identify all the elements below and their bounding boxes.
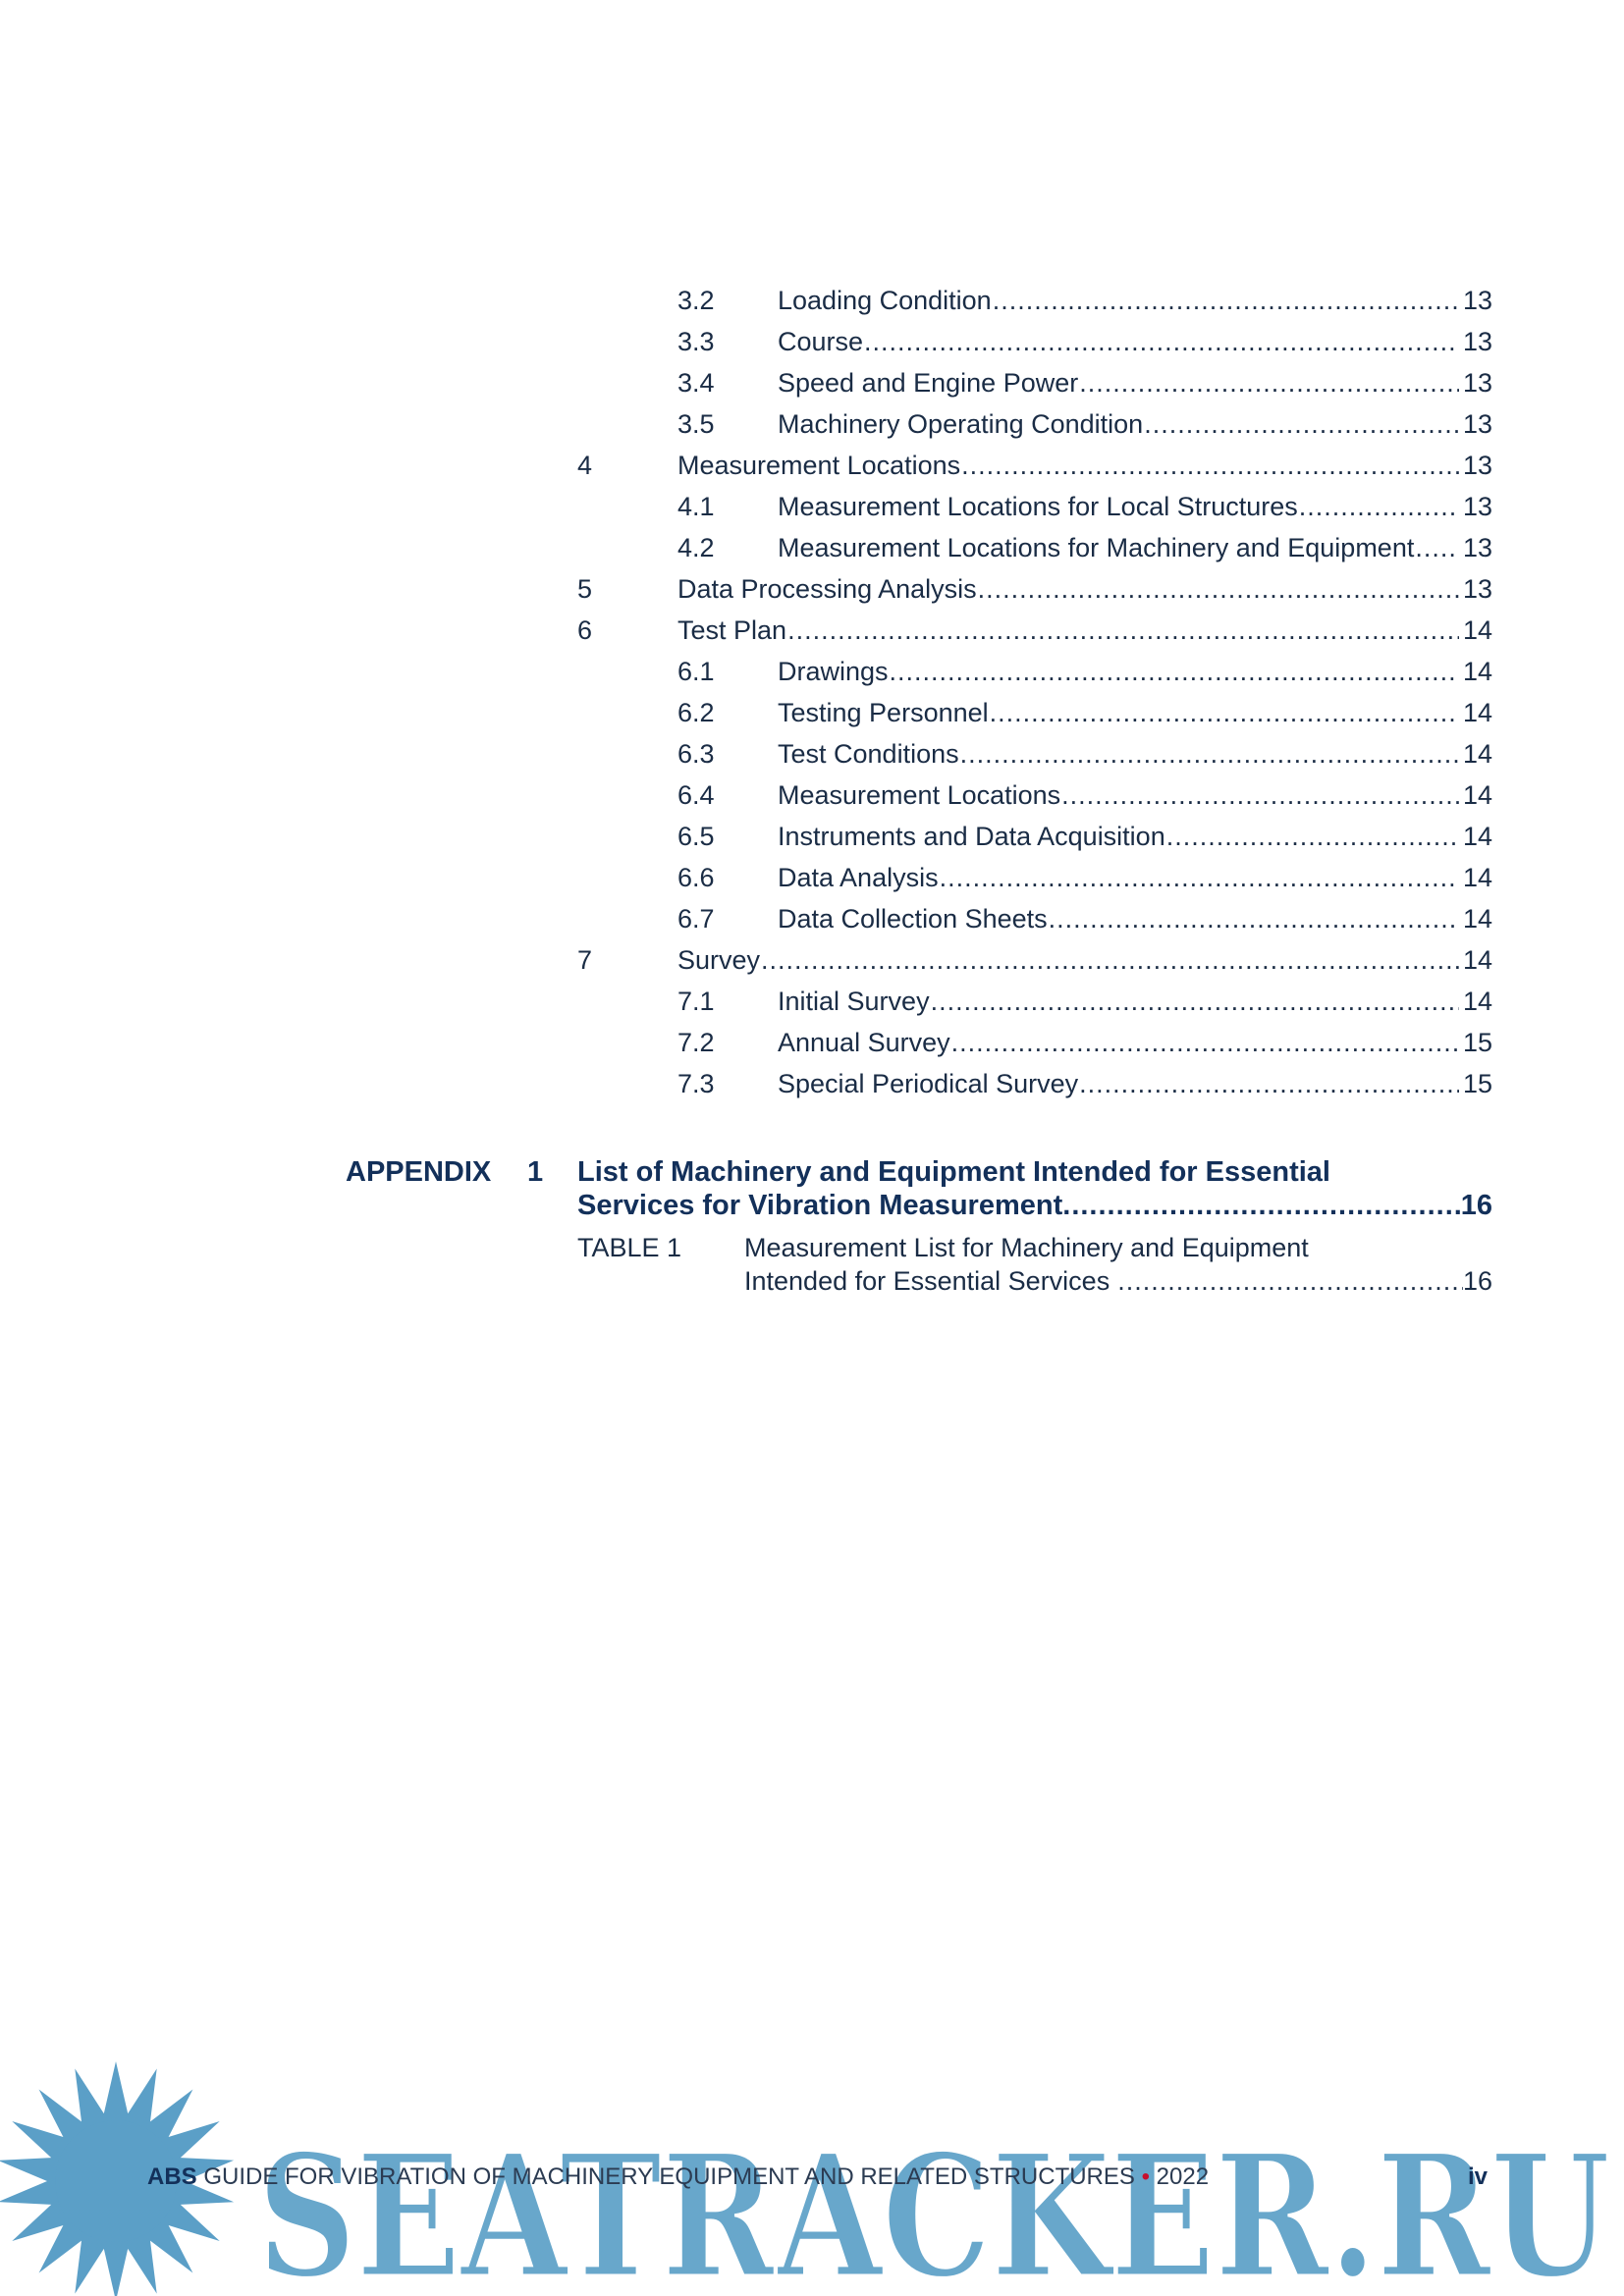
toc-entry[interactable] <box>778 695 1492 730</box>
toc-page-number: 13 <box>1462 451 1492 480</box>
toc-entry[interactable] <box>778 1025 1492 1060</box>
page-footer <box>147 2163 1209 2191</box>
leader-dots <box>1117 1266 1463 1297</box>
toc-entry[interactable] <box>778 777 1492 813</box>
appendix-number: 1 <box>527 1156 544 1188</box>
appendix-title-line2: Services for Vibration Measurement <box>577 1190 1063 1221</box>
toc-entry[interactable] <box>778 860 1492 895</box>
toc-page-number: 15 <box>1462 1069 1492 1098</box>
footer-page-number: iv <box>1468 2163 1489 2190</box>
leader-dots <box>978 571 1459 607</box>
toc-entry-title: Instruments and Data Acquisition <box>778 822 1165 851</box>
toc-entry[interactable] <box>778 984 1492 1019</box>
toc-number: 7.2 <box>677 1028 715 1057</box>
toc-number: 6.5 <box>677 822 715 851</box>
toc-number: 6.6 <box>677 863 715 892</box>
toc-page-number: 13 <box>1462 492 1492 521</box>
toc-entry-title: Special Periodical Survey <box>778 1069 1079 1098</box>
toc-page-number: 14 <box>1462 987 1492 1016</box>
toc-page-number: 14 <box>1462 863 1492 892</box>
toc-page-number: 14 <box>1462 945 1492 975</box>
toc-page-number: 13 <box>1462 574 1492 604</box>
appendix-title-line1[interactable]: List of Machinery and Equipment Intended for Essential <box>577 1156 1330 1188</box>
toc-page-number: 14 <box>1462 904 1492 934</box>
toc-number: 3.2 <box>677 286 715 315</box>
toc-entry-title: Drawings <box>778 657 889 686</box>
appendix-title-row[interactable] <box>577 1190 1492 1222</box>
toc-entry-title: Machinery Operating Condition <box>778 409 1144 439</box>
toc-entry[interactable] <box>677 571 1492 607</box>
toc-entry-title: Measurement Locations <box>778 780 1061 810</box>
footer-brand: ABS <box>147 2163 197 2190</box>
toc-entry-title: Test Conditions <box>778 739 959 769</box>
leader-dots <box>890 654 1459 689</box>
toc-page-number: 13 <box>1462 409 1492 439</box>
footer-year: 2022 <box>1156 2163 1210 2190</box>
footer-text: GUIDE FOR VIBRATION OF MACHINERY EQUIPMENT AND RELATED STRUCTURES <box>203 2163 1135 2190</box>
toc-number: 3.3 <box>677 327 715 356</box>
leader-dots <box>1061 777 1459 813</box>
toc-number: 4.2 <box>677 533 715 562</box>
toc-page-number: 14 <box>1462 615 1492 645</box>
leader-dots <box>940 860 1459 895</box>
toc-entry-title: Course <box>778 327 864 356</box>
appendix-page-number: 16 <box>1460 1190 1492 1221</box>
leader-dots <box>761 942 1459 978</box>
leader-dots <box>990 695 1459 730</box>
toc-number: 3.4 <box>677 368 715 398</box>
toc-number: 6 <box>577 615 593 645</box>
toc-page-number: 14 <box>1462 822 1492 851</box>
table-page-number: 16 <box>1462 1266 1492 1296</box>
footer-bullet: • <box>1141 2163 1150 2190</box>
toc-page-number: 13 <box>1462 368 1492 398</box>
toc-entry[interactable] <box>778 530 1492 565</box>
toc-entry-title: Measurement Locations for Local Structures <box>778 492 1298 521</box>
leader-dots <box>1415 530 1459 565</box>
toc-entry-title: Initial Survey <box>778 987 930 1016</box>
toc-entry[interactable] <box>677 613 1492 648</box>
toc-entry-title: Loading Condition <box>778 286 992 315</box>
toc-entry[interactable] <box>778 489 1492 524</box>
toc-entry[interactable] <box>677 942 1492 978</box>
toc-page-number: 14 <box>1462 657 1492 686</box>
toc-entry-title: Survey <box>677 945 761 975</box>
toc-entry[interactable] <box>778 324 1492 359</box>
toc-number: 6.3 <box>677 739 715 769</box>
toc-number: 5 <box>577 574 593 604</box>
toc-entry-title: Test Plan <box>677 615 787 645</box>
toc-page-number: 13 <box>1462 533 1492 562</box>
toc-entry[interactable] <box>778 365 1492 400</box>
toc-page-number: 14 <box>1462 739 1492 769</box>
leader-dots <box>993 283 1459 318</box>
toc-entry-title: Speed and Engine Power <box>778 368 1079 398</box>
toc-number: 7.3 <box>677 1069 715 1098</box>
toc-page-number: 14 <box>1462 698 1492 727</box>
toc-number: 6.4 <box>677 780 715 810</box>
toc-entry[interactable] <box>778 283 1492 318</box>
leader-dots <box>1079 365 1459 400</box>
toc-page-number: 14 <box>1462 780 1492 810</box>
leader-dots <box>931 984 1459 1019</box>
leader-dots <box>787 613 1459 648</box>
toc-entry-title: Measurement Locations <box>677 451 961 480</box>
leader-dots <box>1166 819 1459 854</box>
table-title-line2: Intended for Essential Services <box>744 1266 1110 1296</box>
toc-entry[interactable] <box>778 736 1492 772</box>
appendix-label: APPENDIX <box>346 1156 492 1188</box>
toc-entry[interactable] <box>778 819 1492 854</box>
toc-entry[interactable] <box>778 654 1492 689</box>
leader-dots <box>1049 901 1459 936</box>
table-title-line1[interactable]: Measurement List for Machinery and Equipment <box>744 1233 1309 1262</box>
toc-number: 7.1 <box>677 987 715 1016</box>
toc-entry[interactable] <box>778 1066 1492 1101</box>
toc-entry[interactable] <box>778 406 1492 442</box>
toc-entry-title: Data Processing Analysis <box>677 574 977 604</box>
toc-number: 7 <box>577 945 593 975</box>
table-title-row[interactable] <box>744 1266 1492 1297</box>
table-label: TABLE 1 <box>577 1233 682 1262</box>
toc-entry-title: Data Analysis <box>778 863 939 892</box>
toc-number: 4 <box>577 451 593 480</box>
toc-number: 6.7 <box>677 904 715 934</box>
toc-entry-title: Data Collection Sheets <box>778 904 1048 934</box>
leader-dots <box>1144 406 1459 442</box>
leader-dots <box>864 324 1459 359</box>
watermark-text: SEATRACKER.RU <box>257 2116 1610 2296</box>
toc-entry-title: Measurement Locations for Machinery and Equipment <box>778 533 1415 562</box>
toc-entry-title: Testing Personnel <box>778 698 989 727</box>
toc-page-number: 13 <box>1462 327 1492 356</box>
leader-dots <box>1062 1190 1460 1222</box>
toc-number: 3.5 <box>677 409 715 439</box>
toc-page-number: 15 <box>1462 1028 1492 1057</box>
leader-dots <box>1299 489 1459 524</box>
leader-dots <box>951 1025 1459 1060</box>
toc-entry[interactable] <box>778 901 1492 936</box>
toc-entry-title: Annual Survey <box>778 1028 950 1057</box>
leader-dots <box>961 448 1459 483</box>
toc-page-number: 13 <box>1462 286 1492 315</box>
toc-entry[interactable] <box>677 448 1492 483</box>
leader-dots <box>1079 1066 1459 1101</box>
leader-dots <box>960 736 1459 772</box>
toc-number: 6.1 <box>677 657 715 686</box>
toc-number: 4.1 <box>677 492 715 521</box>
toc-number: 6.2 <box>677 698 715 727</box>
